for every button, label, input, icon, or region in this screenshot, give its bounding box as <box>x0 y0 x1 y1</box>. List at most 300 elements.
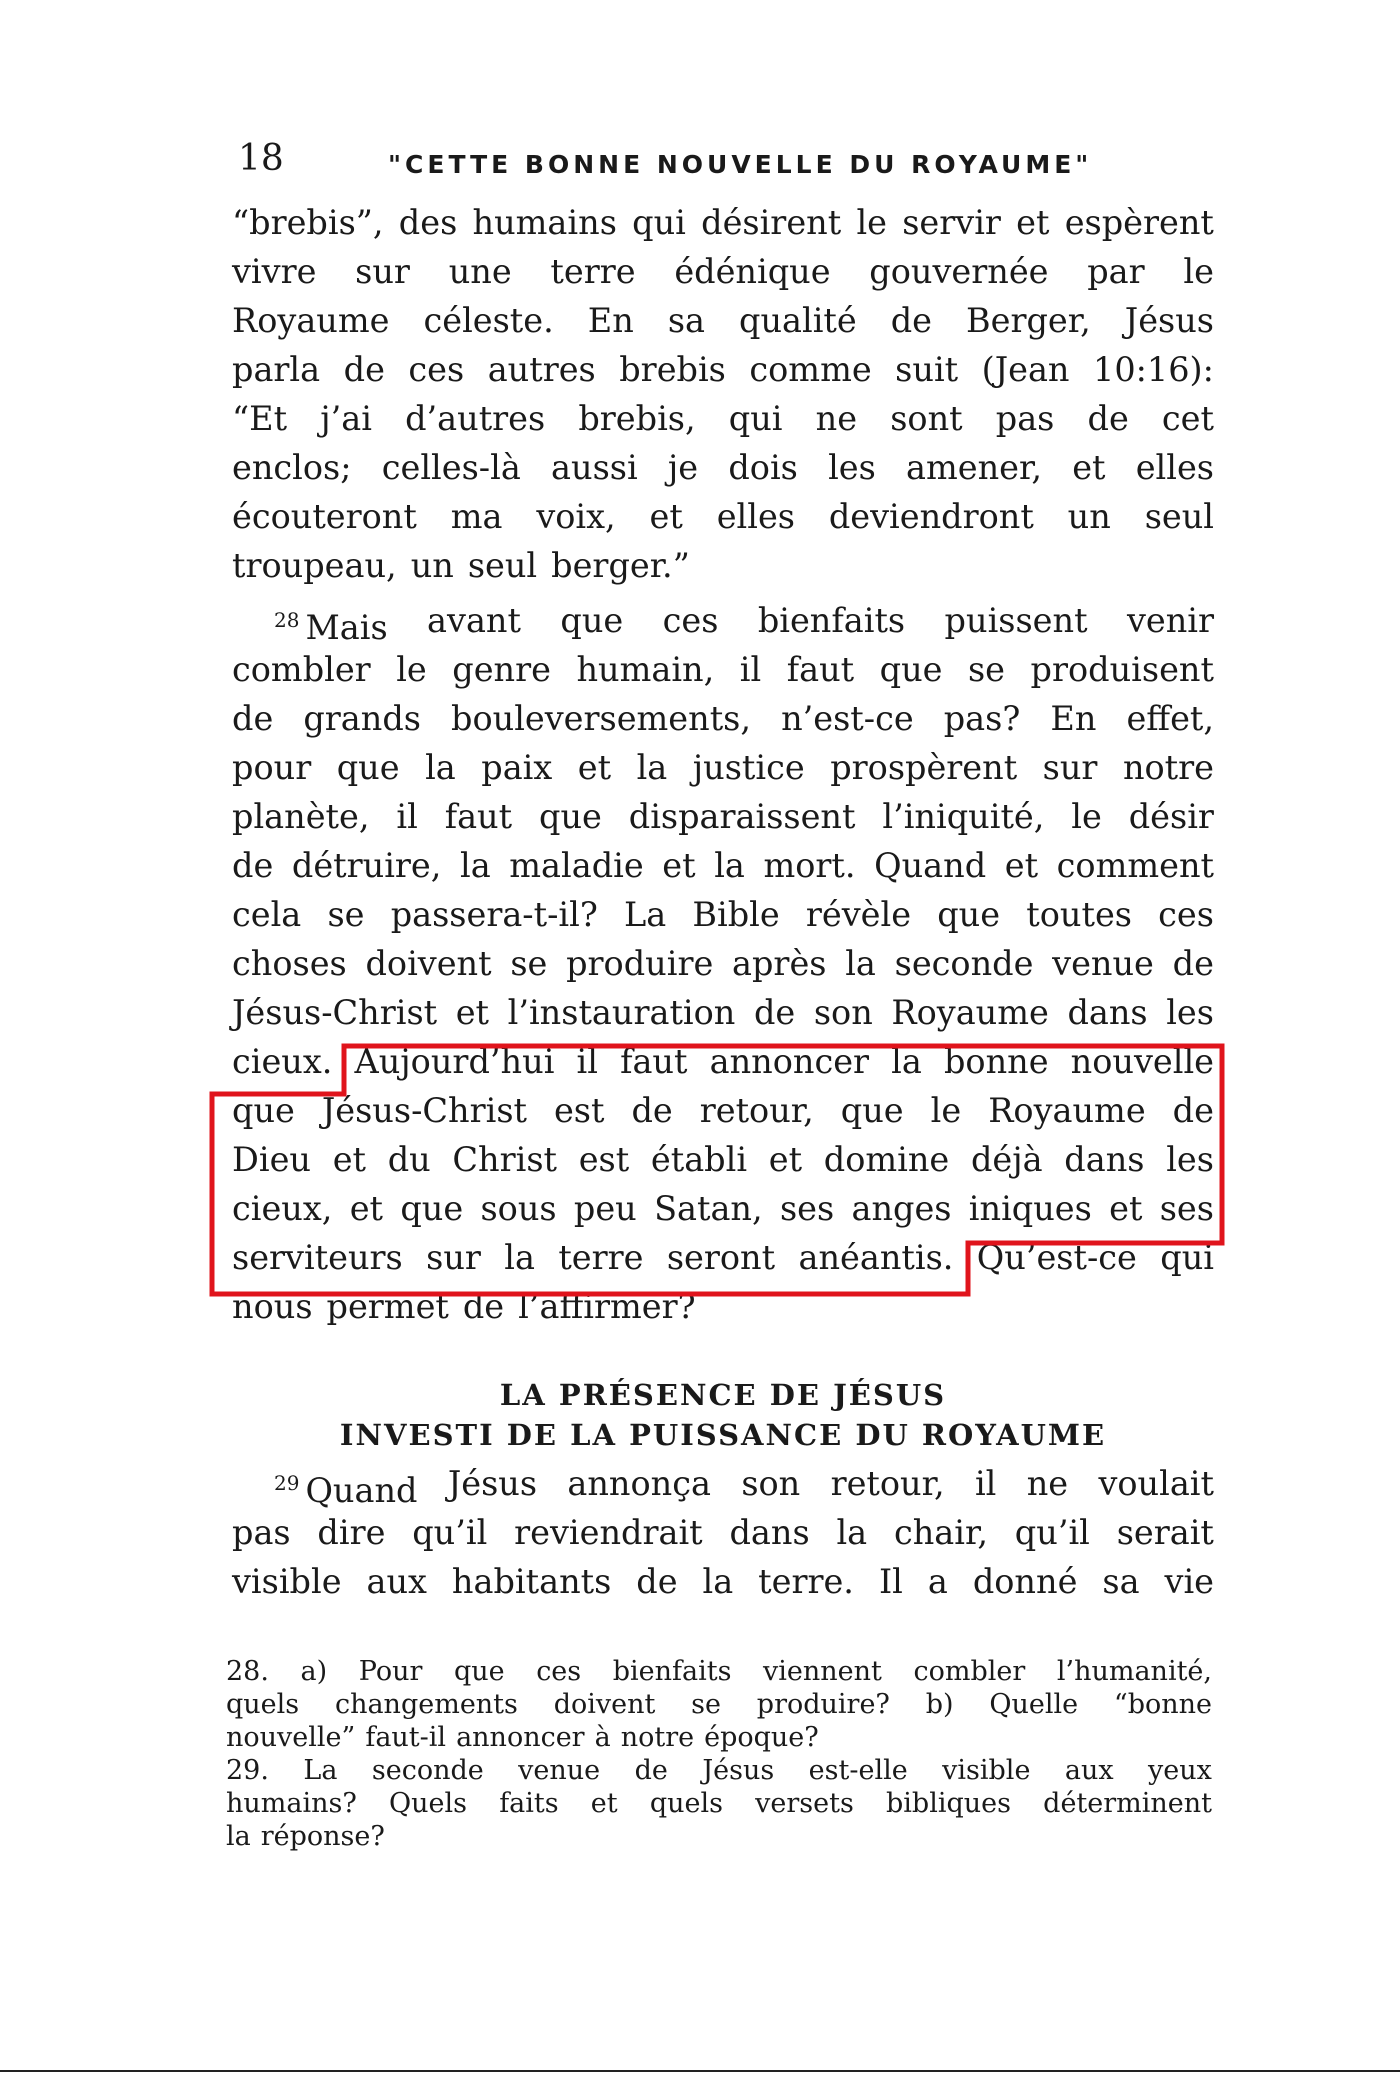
word: se <box>691 1689 721 1720</box>
paragraph-28-first-line <box>232 596 1214 645</box>
word: Dieu <box>232 1140 311 1179</box>
word: vie <box>1164 1562 1214 1601</box>
word: les <box>828 448 876 487</box>
word: Jésus <box>447 1464 538 1503</box>
word: bonne <box>943 1042 1049 1081</box>
word: le <box>1071 797 1102 836</box>
footnote-line <box>226 1655 1212 1688</box>
word: le <box>396 650 427 689</box>
word: de <box>634 1755 668 1786</box>
word: époque? <box>704 1722 819 1753</box>
word: nous <box>232 1287 313 1326</box>
word: des <box>398 203 458 242</box>
word: son <box>741 1464 801 1503</box>
word: ces <box>536 1656 582 1687</box>
text-fragment: Quand <box>305 1471 418 1510</box>
text-line <box>232 1233 1214 1282</box>
word: quels <box>649 1788 723 1819</box>
word: est <box>553 1091 605 1130</box>
word: son <box>813 993 873 1032</box>
word: brebis <box>619 350 726 389</box>
word: Il <box>878 1562 903 1601</box>
word: la <box>836 1513 868 1552</box>
word: ses <box>1159 1189 1214 1228</box>
word: serviteurs <box>232 1238 403 1277</box>
word: les <box>1166 1140 1214 1179</box>
word: disparaissent <box>628 797 856 836</box>
word: ma <box>450 497 503 536</box>
text-line <box>232 1135 1214 1184</box>
word: toutes <box>1026 895 1132 934</box>
word: domine <box>823 1140 950 1179</box>
word: Royaume <box>891 993 1049 1032</box>
word: et <box>577 748 612 787</box>
paragraph-number: 28 <box>274 608 300 632</box>
word: faut-il <box>365 1722 447 1753</box>
word: planète, <box>232 797 370 836</box>
word: et <box>662 846 696 885</box>
text-line <box>232 296 1214 345</box>
word: mort. <box>763 846 856 885</box>
word: édénique <box>674 252 831 291</box>
word: à <box>594 1722 611 1753</box>
word: produisent <box>1030 650 1214 689</box>
word: faut <box>786 650 855 689</box>
word: que <box>560 601 624 640</box>
word: que <box>336 748 400 787</box>
word: justice <box>692 748 805 787</box>
word: effet, <box>1126 699 1214 738</box>
word: déterminent <box>1043 1788 1212 1819</box>
footnotes <box>226 1655 1212 1853</box>
footnote-line <box>226 1688 1212 1721</box>
word: comme <box>749 350 872 389</box>
word: un <box>1067 497 1111 536</box>
word: se <box>327 895 365 934</box>
word: j’ai <box>320 399 372 438</box>
word: celles-là <box>381 448 521 487</box>
word: se <box>967 650 1006 689</box>
word: et <box>768 1140 803 1179</box>
word: seront <box>666 1238 776 1277</box>
word: Qu’est-ce <box>976 1238 1137 1277</box>
word: deviendront <box>828 497 1034 536</box>
word: de <box>1172 1091 1214 1130</box>
word: que <box>453 1656 505 1687</box>
paragraph-29-first-line <box>232 1459 1214 1508</box>
word: sous <box>480 1189 557 1228</box>
word: 29. <box>226 1755 269 1786</box>
running-title: "CETTE BONNE NOUVELLE DU ROYAUME" <box>388 150 1093 179</box>
word: “brebis”, <box>232 203 384 242</box>
word: la <box>845 944 876 983</box>
word: retour, <box>699 1091 814 1130</box>
word: de <box>1172 944 1214 983</box>
word: aux <box>366 1562 427 1601</box>
word: 28. <box>226 1656 269 1687</box>
word: changements <box>334 1689 518 1720</box>
word: Jésus-Christ <box>321 1091 527 1130</box>
text-line <box>232 743 1214 792</box>
word: dire <box>317 1513 386 1552</box>
word: de <box>232 699 274 738</box>
word: amener, <box>906 448 1042 487</box>
word: Royaume <box>988 1091 1146 1130</box>
text-line <box>232 1086 1214 1135</box>
word: elles <box>716 497 795 536</box>
word: notre <box>620 1722 695 1753</box>
bottom-rule <box>0 2070 1400 2072</box>
word: servir <box>902 203 1001 242</box>
text-fragment: Mais <box>305 608 388 647</box>
word: que <box>400 1189 464 1228</box>
word: l’instauration <box>507 993 736 1032</box>
word: Jésus-Christ <box>232 993 438 1032</box>
word: passera-t-il? <box>390 895 598 934</box>
word: (Jean <box>981 350 1070 389</box>
word: “Et <box>232 399 288 438</box>
word: que <box>937 895 1001 934</box>
word: cela <box>232 895 302 934</box>
word: de <box>631 1091 673 1130</box>
word: “bonne <box>1113 1689 1212 1720</box>
section-heading-line-2: INVESTI DE LA PUISSANCE DU ROYAUME <box>339 1418 1107 1452</box>
word: après <box>732 944 827 983</box>
word: annoncer <box>456 1722 585 1753</box>
word: voix, <box>536 497 616 536</box>
word: que <box>539 797 602 836</box>
page-number: 18 <box>238 138 284 179</box>
footnote-line <box>226 1754 1212 1787</box>
word: voulait <box>1098 1464 1214 1503</box>
word: produire? <box>756 1689 890 1720</box>
word: le <box>1183 252 1214 291</box>
word: enclos; <box>232 448 352 487</box>
section-heading-line-1: LA PRÉSENCE DE JÉSUS <box>499 1378 947 1412</box>
word: visible <box>232 1562 342 1601</box>
word: habitants <box>451 1562 612 1601</box>
word: comment <box>1056 846 1214 885</box>
word: ses <box>779 1189 835 1228</box>
word: de <box>343 350 385 389</box>
word: retour, <box>830 1464 945 1503</box>
word: et <box>1072 448 1106 487</box>
word: de <box>636 1562 678 1601</box>
word: notre <box>1122 748 1214 787</box>
word: paix <box>481 748 553 787</box>
word: la <box>702 1562 734 1601</box>
word: terre <box>558 1238 644 1277</box>
text-line <box>232 1184 1214 1233</box>
text-line <box>232 939 1214 988</box>
word: yeux <box>1148 1755 1212 1786</box>
text-line <box>232 443 1214 492</box>
word: de <box>232 846 274 885</box>
footnote-line <box>226 1787 1212 1820</box>
text-line <box>232 345 1214 394</box>
word: la <box>425 748 456 787</box>
word: et <box>349 1189 384 1228</box>
word: bouleversements, <box>451 699 752 738</box>
word: venue <box>1052 944 1154 983</box>
word: Quand <box>874 846 987 885</box>
word: du <box>387 1140 431 1179</box>
word: cet <box>1161 399 1214 438</box>
footnote-line <box>226 1721 1212 1754</box>
text-line <box>232 890 1214 939</box>
word: chair, <box>893 1513 988 1552</box>
word: anéantis. <box>798 1238 954 1277</box>
word: qui <box>728 399 783 438</box>
word: doivent <box>365 944 492 983</box>
word: elles <box>1135 448 1214 487</box>
word: et <box>1004 846 1039 885</box>
word: seconde <box>894 944 1034 983</box>
word: genre <box>452 650 551 689</box>
word: les <box>1166 993 1214 1032</box>
word: sont <box>890 399 963 438</box>
word: le <box>930 1091 962 1130</box>
text-line <box>232 198 1214 247</box>
word: et <box>590 1788 618 1819</box>
word: venir <box>1126 601 1214 640</box>
word: vivre <box>232 252 317 291</box>
word: je <box>667 448 699 487</box>
word: Satan, <box>654 1189 763 1228</box>
word: La <box>303 1755 338 1786</box>
word: viennent <box>763 1656 882 1687</box>
paragraph-number: 29 <box>274 1471 300 1495</box>
word: aux <box>1064 1755 1114 1786</box>
word: que <box>879 650 943 689</box>
word: il <box>739 650 762 689</box>
word: dans <box>1064 1140 1145 1179</box>
word: qu’il <box>412 1513 488 1552</box>
word: Royaume <box>232 301 390 340</box>
word: a) <box>300 1656 328 1687</box>
word: sur <box>355 252 410 291</box>
word: il <box>396 797 418 836</box>
word: faut <box>620 1042 688 1081</box>
word: humain, <box>576 650 715 689</box>
word: Quelle <box>989 1689 1079 1720</box>
word: doivent <box>553 1689 656 1720</box>
word: l’humanité, <box>1056 1656 1212 1687</box>
word: qu’il <box>1014 1513 1090 1552</box>
word: peu <box>573 1189 637 1228</box>
word: annonça <box>567 1464 711 1503</box>
word: terre <box>550 252 636 291</box>
word: le <box>856 203 887 242</box>
text-line <box>232 247 1214 296</box>
word: pas <box>995 399 1055 438</box>
word: humains? <box>226 1788 357 1819</box>
word: d’autres <box>405 399 546 438</box>
word: il <box>576 1042 598 1081</box>
word: a <box>927 1562 948 1601</box>
word: prospèrent <box>830 748 1018 787</box>
word: que <box>232 1091 295 1130</box>
word: déjà <box>970 1140 1043 1179</box>
word: la <box>891 1042 922 1081</box>
word: gouvernée <box>869 252 1049 291</box>
word: La <box>623 895 667 934</box>
text-line <box>232 492 1214 541</box>
word: ces <box>662 601 719 640</box>
word: qui <box>1160 1238 1214 1277</box>
word: troupeau, <box>232 546 397 585</box>
word: En <box>1050 699 1097 738</box>
word: dans <box>1067 993 1148 1032</box>
word: la <box>504 1238 535 1277</box>
word: combler <box>232 650 371 689</box>
word: sa <box>667 301 705 340</box>
word: qualité <box>739 301 857 340</box>
word: de <box>462 1287 505 1326</box>
word: Berger, <box>966 301 1091 340</box>
word: avant <box>427 601 521 640</box>
word: Pour <box>358 1656 423 1687</box>
word: iniques <box>968 1189 1092 1228</box>
word: Christ <box>452 1140 558 1179</box>
word: Quels <box>389 1788 468 1819</box>
word: reviendrait <box>514 1513 703 1552</box>
word: bibliques <box>886 1788 1011 1819</box>
word: ne <box>815 399 858 438</box>
word: bienfaits <box>612 1656 732 1687</box>
word: visible <box>942 1755 1031 1786</box>
word: et <box>455 993 490 1032</box>
word: espèrent <box>1064 203 1214 242</box>
word: ne <box>1026 1464 1069 1503</box>
word: terre. <box>758 1562 854 1601</box>
word: annoncer <box>709 1042 870 1081</box>
word: un <box>410 546 454 585</box>
word: Bible <box>692 895 780 934</box>
word: Aujourd’hui <box>354 1042 555 1081</box>
word: produire <box>566 944 714 983</box>
word: céleste. <box>423 301 554 340</box>
word: révèle <box>805 895 912 934</box>
word: cieux. <box>232 1042 333 1081</box>
word: nouvelle <box>1070 1042 1214 1081</box>
word: choses <box>232 944 347 983</box>
word: ces <box>1158 895 1214 934</box>
word: sa <box>1102 1562 1140 1601</box>
text-line <box>232 792 1214 841</box>
word: dans <box>729 1513 810 1552</box>
word: permet <box>326 1287 449 1326</box>
word: Jésus <box>1124 301 1214 340</box>
word: seul <box>467 546 538 585</box>
word: ces <box>408 350 465 389</box>
word: venue <box>518 1755 601 1786</box>
text-line <box>232 394 1214 443</box>
word: parla <box>232 350 321 389</box>
word: pour <box>232 748 312 787</box>
word: En <box>587 301 634 340</box>
word: de <box>1087 399 1129 438</box>
text-line <box>232 1508 1214 1557</box>
text-line <box>232 645 1214 694</box>
word: dois <box>728 448 798 487</box>
word: sur <box>426 1238 481 1277</box>
word: désir <box>1128 797 1214 836</box>
word: berger.” <box>551 546 690 585</box>
word: seconde <box>371 1755 484 1786</box>
text-line <box>232 694 1214 743</box>
word: est-elle <box>808 1755 908 1786</box>
word: humains <box>472 203 617 242</box>
word: seul <box>1144 497 1214 536</box>
word: qui <box>632 203 686 242</box>
word: maladie <box>509 846 644 885</box>
word: Jésus <box>702 1755 775 1786</box>
text-line <box>232 1037 1214 1086</box>
word: autres <box>487 350 596 389</box>
page-header <box>238 138 1228 186</box>
word: pas <box>232 1513 291 1552</box>
word: se <box>510 944 548 983</box>
word: puissent <box>944 601 1088 640</box>
word: cieux, <box>232 1189 333 1228</box>
word: donné <box>972 1562 1078 1601</box>
word: nouvelle” <box>226 1722 356 1753</box>
text-line <box>232 1282 1214 1331</box>
word: faits <box>499 1788 559 1819</box>
word: 10:16): <box>1093 350 1214 389</box>
word: et <box>332 1140 366 1179</box>
word: de <box>890 301 933 340</box>
word: combler <box>913 1656 1026 1687</box>
word: pas? <box>943 699 1021 738</box>
word: est <box>578 1140 630 1179</box>
word: n’est-ce <box>781 699 914 738</box>
word: versets <box>755 1788 854 1819</box>
word: réponse? <box>260 1821 385 1852</box>
word: désirent <box>701 203 842 242</box>
word: b) <box>925 1689 954 1720</box>
word: la <box>226 1821 251 1852</box>
word: sur <box>1042 748 1098 787</box>
word: la <box>460 846 491 885</box>
word: la <box>636 748 668 787</box>
word: et <box>1016 203 1050 242</box>
text-line <box>232 988 1214 1037</box>
word: une <box>448 252 512 291</box>
word: et <box>649 497 683 536</box>
word: grands <box>303 699 421 738</box>
text-line <box>232 841 1214 890</box>
word: de <box>753 993 796 1032</box>
word: et <box>1109 1189 1143 1228</box>
word: brebis, <box>578 399 696 438</box>
text-line <box>232 541 1214 590</box>
word: il <box>974 1464 997 1503</box>
word: par <box>1087 252 1145 291</box>
word: que <box>840 1091 904 1130</box>
footnote-line <box>226 1820 1212 1853</box>
word: suit <box>895 350 959 389</box>
word: quels <box>226 1689 300 1720</box>
word: la <box>714 846 745 885</box>
word: établi <box>650 1140 748 1179</box>
word: anges <box>851 1189 952 1228</box>
word: faut <box>444 797 513 836</box>
text-line <box>232 1557 1214 1606</box>
word: bienfaits <box>757 601 906 640</box>
word: écouteront <box>232 497 417 536</box>
